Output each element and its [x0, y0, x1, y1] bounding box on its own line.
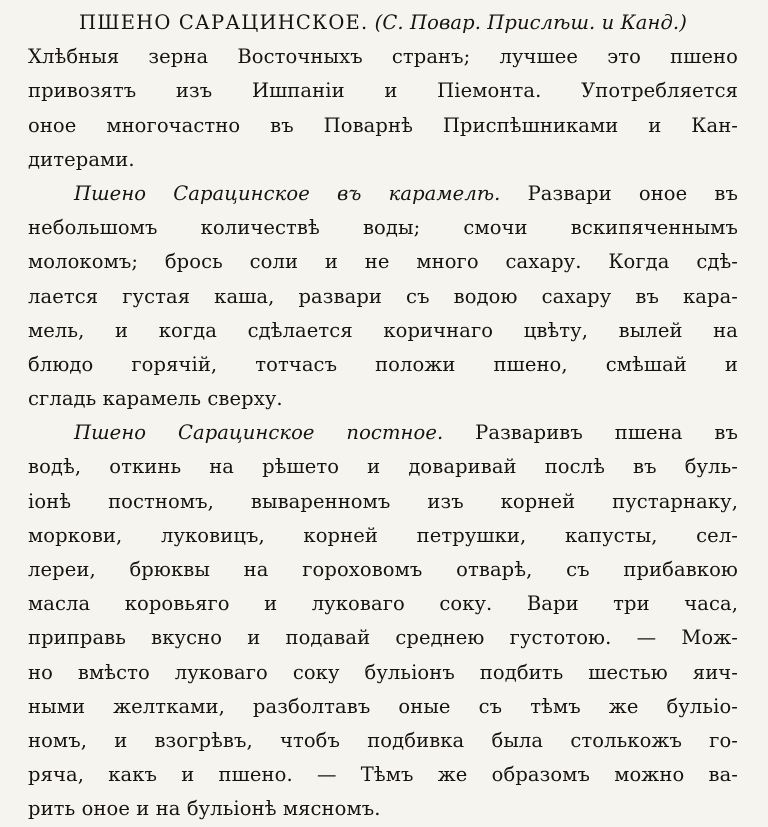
text-line: ными желтками, разболтавъ оные съ тѣмъ же бульіо-	[28, 694, 738, 718]
text-line: сгладь карамель сверху.	[28, 387, 283, 411]
subentry-text: Развари оное въ	[527, 181, 738, 205]
text-line: іонѣ постномъ, вываренномъ изъ корней пустарнаку,	[28, 489, 738, 513]
text-line: моркови, луковицъ, корней петрушки, капусты, сел-	[28, 523, 738, 547]
subentry-first-line	[28, 177, 738, 211]
text-line: водѣ, откинь на рѣшето и доваривай послѣ въ буль-	[28, 455, 738, 479]
subentry-text: Разваривъ пшена въ	[475, 421, 738, 445]
text-line: молокомъ; брось соли и не много сахару. Когда сдѣ-	[28, 250, 738, 274]
entry-headword: ПШЕНО САРАЦИНСКОЕ.	[79, 11, 369, 34]
entry-intro	[28, 40, 738, 177]
subentry-title: Пшено Сарацинское постное.	[74, 421, 444, 445]
text-line: дитерами.	[28, 147, 135, 171]
text-line: привозятъ изъ Ишпаніи и Піемонта. Употребляется	[28, 79, 738, 103]
text-line: рить оное и на бульіонѣ мясномъ.	[28, 797, 381, 821]
text-line: масла коровьяго и луковаго соку. Вари три часа,	[28, 592, 738, 616]
subentry-first-line	[28, 416, 738, 450]
text-line: номъ, и взогрѣвъ, чтобъ подбивка была столькожъ го-	[28, 728, 738, 752]
text-line: ряча, какъ и пшено. — Тѣмъ же образомъ можно ва-	[28, 763, 738, 787]
text-line: оное многочастно въ Поварнѣ Приспѣшниками и Кан-	[28, 113, 738, 137]
subentry-lenten	[28, 416, 738, 826]
entry-source: (С. Повар. Прислѣш. и Канд.)	[374, 11, 687, 34]
text-line: блюдо горячій, тотчасъ положи пшено, смѣшай и	[28, 352, 738, 376]
subentry-title: Пшено Сарацинское въ карамелѣ.	[74, 181, 501, 205]
text-line: небольшомъ количествѣ воды; смочи вскипяченнымъ	[28, 216, 738, 240]
entry-heading	[28, 6, 738, 40]
text-line: приправь вкусно и подавай среднею густотою. — Мож-	[28, 626, 738, 650]
text-line: лереи, брюквы на гороховомъ отварѣ, съ прибавкою	[28, 558, 738, 581]
text-line: Хлѣбныя зерна Восточныхъ странъ; лучшее это пшено	[28, 45, 738, 69]
subentry-caramel	[28, 177, 738, 416]
text-line: но вмѣсто луковаго соку бульіонъ подбить шестью яич-	[28, 660, 738, 684]
text-line: мель, и когда сдѣлается коричнаго цвѣту, вылей на	[28, 318, 738, 342]
text-line: лается густая каша, развари съ водою сахару въ кара-	[28, 284, 738, 308]
